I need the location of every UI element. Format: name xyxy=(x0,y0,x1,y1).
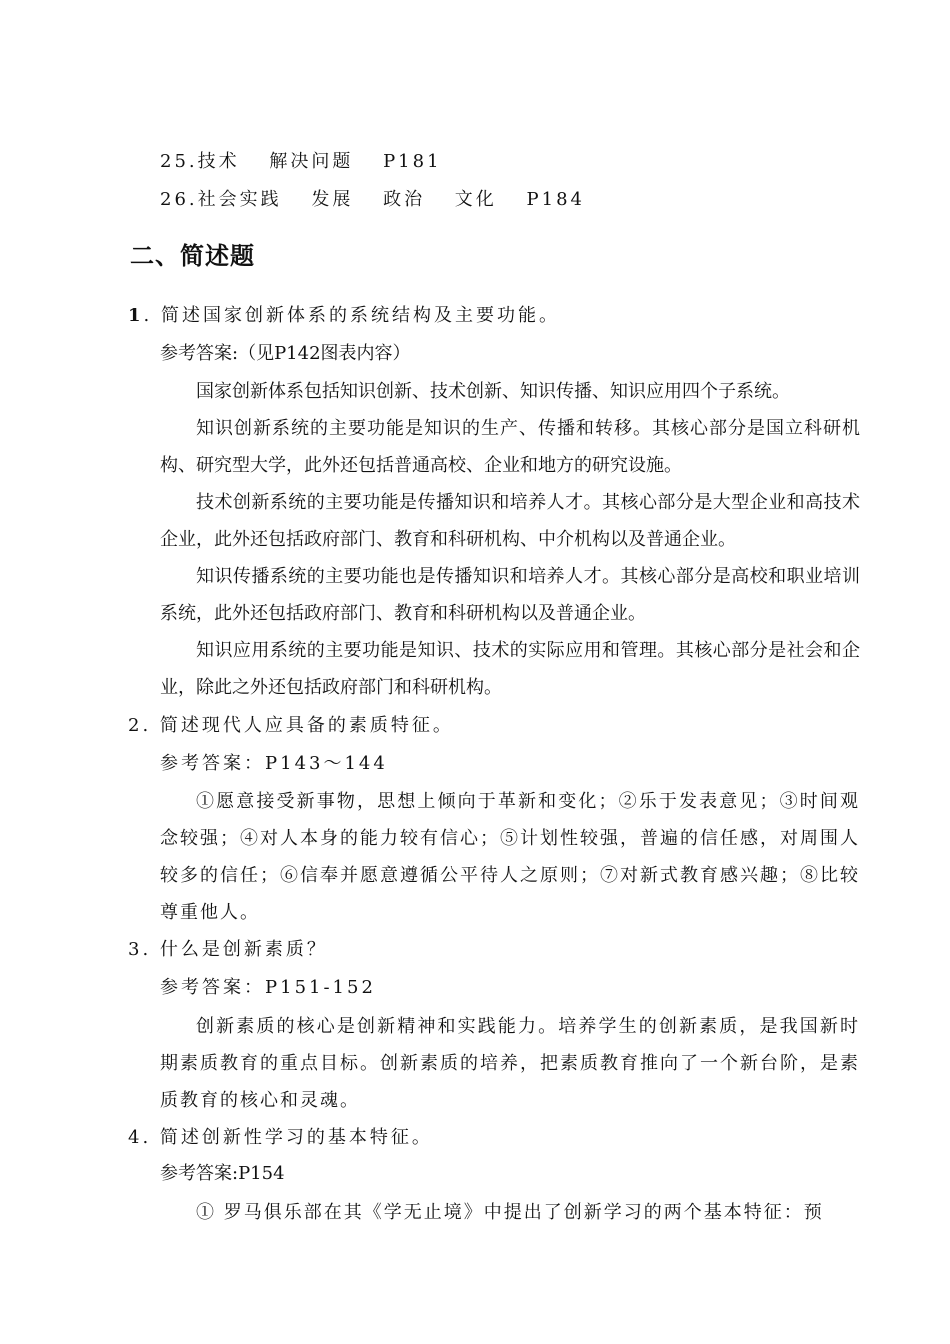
answer-paragraph: 知识传播系统的主要功能也是传播知识和培养人才。其核心部分是高校和职业培训系统，此外还包括政府部门、教育和科研机构以及普通企业。 xyxy=(160,566,860,624)
fill-in-answer-25: 25.技术 解决问题 P181 xyxy=(160,151,442,172)
question-separator: . xyxy=(142,715,160,736)
answer-paragraph: ① 罗马俱乐部在其《学无止境》中提出了创新学习的两个基本特征：预 xyxy=(196,1202,824,1223)
answer-paragraph: 知识创新系统的主要功能是知识的生产、传播和转移。其核心部分是国立科研机构、研究型大学，此外还包括普通高校、企业和地方的研究设施。 xyxy=(160,418,860,476)
answer-paragraph: 技术创新系统的主要功能是传播知识和培养人才。其核心部分是大型企业和高技术企业，此外还包括政府部门、教育和科研机构、中介机构以及普通企业。 xyxy=(160,492,860,550)
answer-paragraph: 知识应用系统的主要功能是知识、技术的实际应用和管理。其核心部分是社会和企业，除此之外还包括政府部门和科研机构。 xyxy=(160,640,860,698)
answer-label-4: 参考答案:P154 xyxy=(160,1163,285,1184)
question-4 xyxy=(128,1126,433,1150)
question-number: 1 xyxy=(128,305,144,326)
answer-paragraph: 国家创新体系包括知识创新、技术创新、知识传播、知识应用四个子系统。 xyxy=(196,381,790,402)
answer-label-3: 参考答案：P151-152 xyxy=(160,977,376,998)
fill-in-answer-26: 26.社会实践 发展 政治 文化 P184 xyxy=(160,189,585,210)
question-number: 2 xyxy=(128,715,143,736)
question-separator: . xyxy=(142,939,160,960)
answer-paragraph: 创新素质的核心是创新精神和实践能力。培养学生的创新素质，是我国新时期素质教育的重点目标。创新素质的培养，把素质教育推向了一个新台阶，是素质教育的核心和灵魂。 xyxy=(160,1016,860,1111)
question-2 xyxy=(128,714,454,738)
question-number: 3 xyxy=(128,939,143,960)
question-separator: . xyxy=(142,1127,160,1148)
question-text: 简述创新性学习的基本特征。 xyxy=(159,1127,433,1148)
answer-paragraph: ①愿意接受新事物，思想上倾向于革新和变化；②乐于发表意见；③时间观念较强；④对人本身的能力较有信心；⑤计划性较强，普遍的信任感，对周围人较多的信任；⑥信奉并愿意遵循公平待人之原则；⑦对新式教育感兴趣；⑧比较尊重他人。 xyxy=(160,791,860,923)
question-text: 简述现代人应具备的素质特征。 xyxy=(159,715,454,736)
answer-label-2: 参考答案：P143～144 xyxy=(160,753,388,774)
question-text: 什么是创新素质？ xyxy=(159,939,328,960)
section-heading: 二、简述题 xyxy=(130,242,255,270)
question-number: 4 xyxy=(128,1127,143,1148)
question-text: 简述国家创新体系的系统结构及主要功能。 xyxy=(160,305,560,326)
answer-label-1: 参考答案:（见P142图表内容） xyxy=(160,343,411,364)
question-separator: . xyxy=(143,305,161,326)
question-3 xyxy=(128,938,328,962)
question-1 xyxy=(128,304,560,328)
